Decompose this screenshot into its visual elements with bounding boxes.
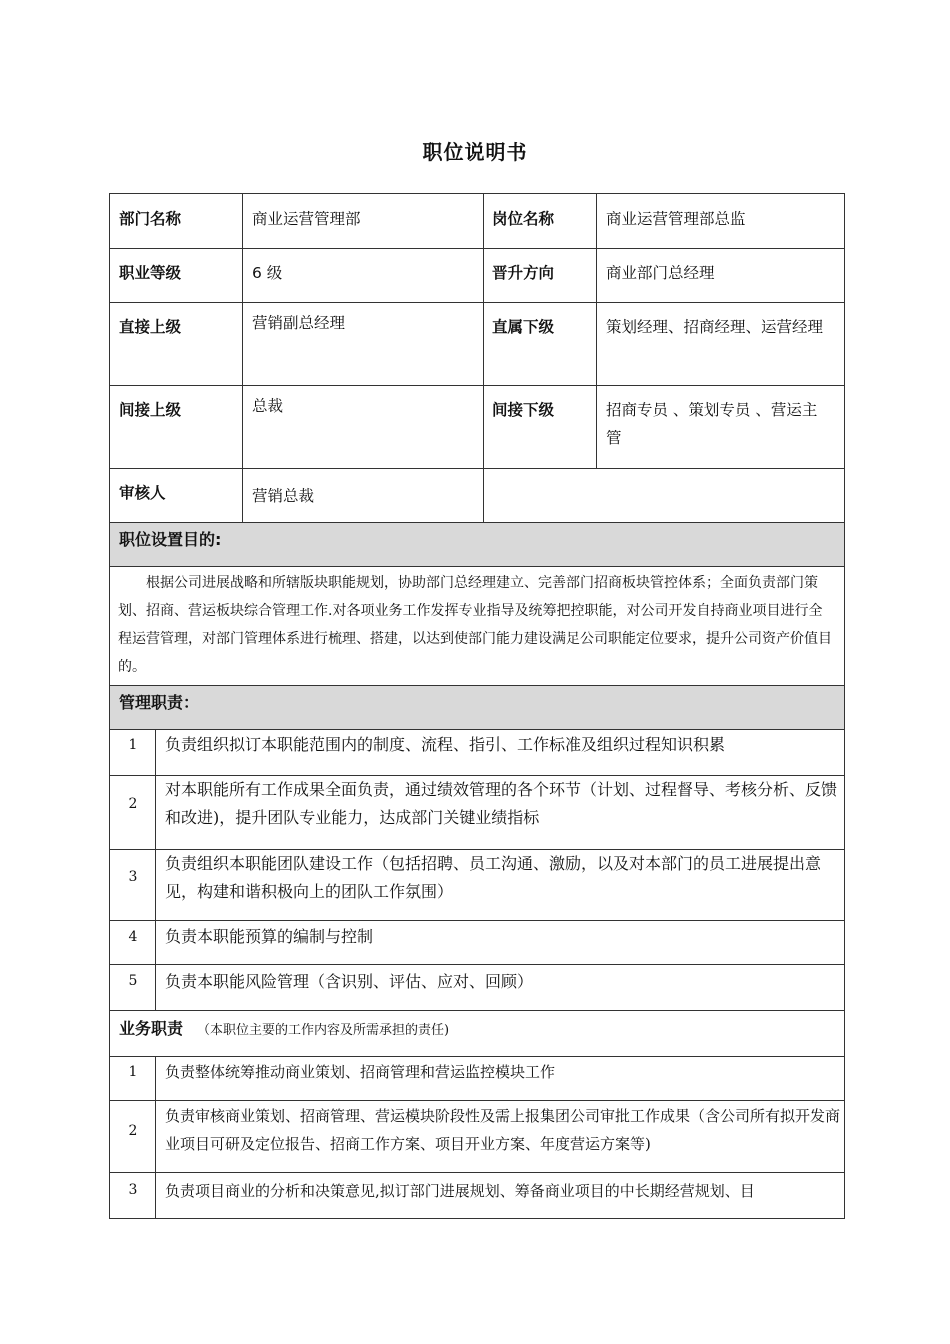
promotion-label: 晋升方向 — [492, 264, 555, 282]
management-item-number: 1 — [128, 737, 138, 753]
dept-label: 部门名称 — [119, 210, 182, 228]
row-divider — [110, 1056, 844, 1057]
number-column-divider — [155, 729, 156, 1010]
row-divider — [110, 1010, 844, 1011]
indirect-superior-label: 间接上级 — [119, 401, 182, 419]
row-divider — [110, 522, 844, 523]
number-column-divider — [155, 1056, 156, 1218]
business-item-text: 负责项目商业的分析和决策意见,拟订部门进展规划、筹备商业项目的中长期经营规划、目 — [165, 1182, 755, 1200]
business-item-number: 2 — [128, 1123, 138, 1139]
business-item-number: 3 — [128, 1182, 138, 1198]
business-item-number: 1 — [128, 1064, 138, 1080]
management-item-text: 对本职能所有工作成果全面负责，通过绩效管理的各个环节（计划、过程督导、考核分析、反馈和改进)，提升团队专业能力，达成部门关键业绩指标 — [165, 780, 838, 827]
direct-superior-label: 直接上级 — [119, 318, 182, 336]
row-divider — [110, 302, 844, 303]
row-divider — [110, 385, 844, 386]
row-divider — [110, 964, 844, 965]
management-item-number: 4 — [128, 929, 138, 945]
management-item-text: 负责本职能风险管理（含识别、评估、应对、回顾） — [165, 972, 534, 991]
indirect-superior-value: 总裁 — [252, 397, 284, 415]
management-item-text: 负责本职能预算的编制与控制 — [165, 927, 374, 946]
post-value: 商业运营管理部总监 — [606, 210, 746, 228]
business-item-text: 负责整体统筹推动商业策划、招商管理和营运监控模块工作 — [165, 1063, 556, 1081]
grade-label: 职业等级 — [119, 264, 182, 282]
indirect-subordinate-label: 间接下级 — [492, 401, 555, 419]
dept-value: 商业运营管理部 — [252, 210, 361, 228]
row-divider — [110, 685, 844, 686]
management-item-number: 5 — [128, 973, 138, 989]
reviewer-value: 营销总裁 — [252, 487, 315, 505]
column-divider — [596, 194, 597, 468]
purpose-heading: 职位设置目的: — [119, 530, 222, 549]
row-divider — [110, 729, 844, 730]
row-divider — [110, 248, 844, 249]
row-divider — [110, 1172, 844, 1173]
direct-subordinate-label: 直属下级 — [492, 318, 555, 336]
management-heading: 管理职责： — [119, 693, 200, 712]
purpose-text: 根据公司进展战略和所辖版块职能规划，协助部门总经理建立、完善部门招商板块管控体系；全面负责部门策划、招商、营运板块综合管理工作.对各项业务工作发挥专业指导及统筹把控职能，对公司开发自持商业项目进行全程运营管理，对部门管理体系进行梳理、搭建，以达到使部门能力建设满足公司职能定位要求，提升公司资产价值目的。 — [118, 575, 832, 675]
management-item-text: 负责组织本职能团队建设工作（包括招聘、员工沟通、激励，以及对本部门的员工进展提出意见，构建和谐积极向上的团队工作氛围） — [165, 854, 822, 901]
column-divider — [242, 194, 243, 522]
business-heading-label: 业务职责 — [119, 1019, 184, 1038]
column-divider — [483, 194, 484, 522]
row-divider — [110, 920, 844, 921]
business-heading — [119, 1016, 449, 1039]
business-item-text: 负责审核商业策划、招商管理、营运模块阶段性及需上报集团公司审批工作成果（含公司所有拟开发商业项目可研及定位报告、招商工作方案、项目开业方案、年度营运方案等) — [165, 1107, 841, 1153]
management-item-text: 负责组织拟订本职能范围内的制度、流程、指引、工作标准及组织过程知识积累 — [165, 735, 726, 754]
direct-subordinate-value: 策划经理、招商经理、运营经理 — [606, 318, 824, 336]
indirect-subordinate-value: 招商专员 、策划专员 、营运主管 — [606, 401, 818, 447]
promotion-value: 商业部门总经理 — [606, 264, 715, 282]
management-item-number: 3 — [128, 869, 138, 885]
row-divider — [110, 1100, 844, 1101]
grade-value: 6 级 — [252, 264, 283, 282]
management-heading-background — [110, 686, 844, 729]
business-heading-note: （本职位主要的工作内容及所需承担的责任) — [197, 1023, 450, 1038]
row-divider — [110, 468, 844, 469]
management-item-number: 2 — [128, 796, 138, 812]
page-title: 职位说明书 — [422, 140, 528, 164]
post-label: 岗位名称 — [492, 210, 555, 228]
direct-superior-value: 营销副总经理 — [252, 314, 346, 332]
reviewer-label: 审核人 — [119, 484, 166, 502]
row-divider — [110, 566, 844, 567]
